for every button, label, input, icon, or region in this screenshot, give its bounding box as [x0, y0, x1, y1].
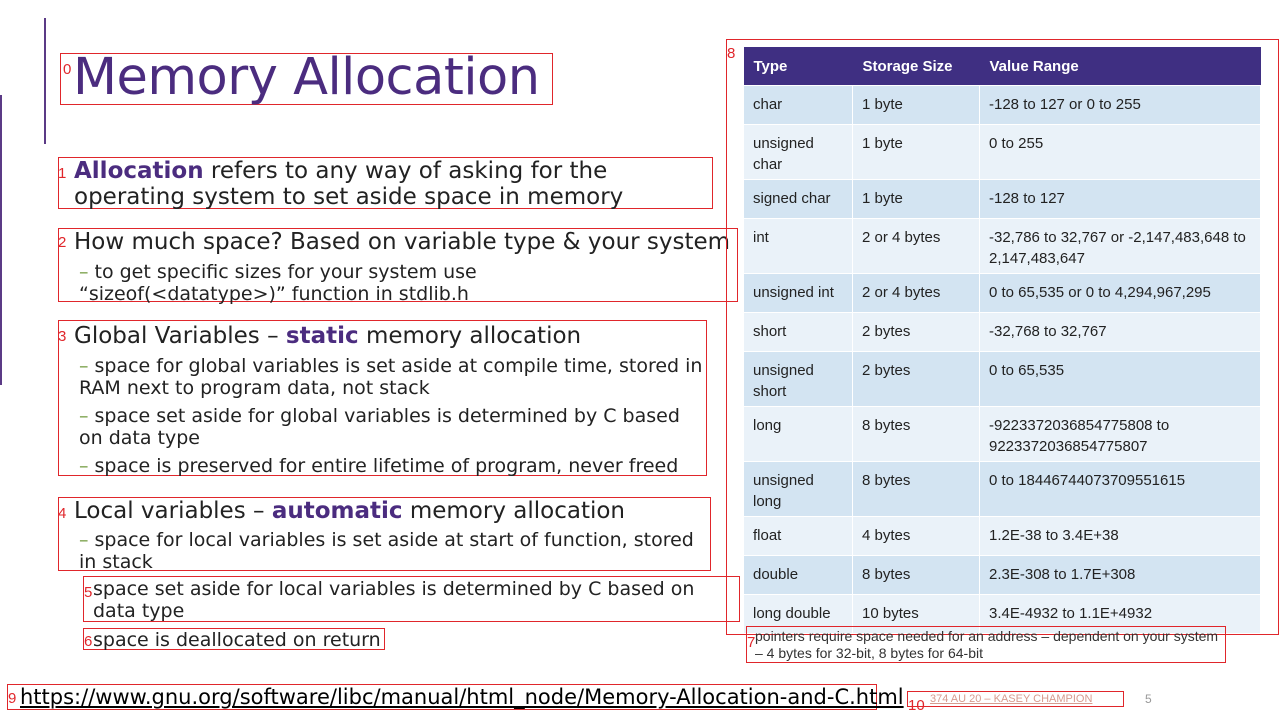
cell-size: 2 bytes: [853, 352, 980, 407]
table-row: [744, 313, 1261, 352]
cell-size: 1 byte: [853, 125, 980, 180]
bullet-2-sub-1-text: to get specific sizes for your system use “sizeof(<datatype>)” function in stdlib.h: [79, 261, 477, 305]
cell-type: unsigned char: [744, 125, 853, 180]
marker-0: 0: [63, 61, 72, 78]
bullet-4-sub-2: space set aside for local variables is determined by C based on data type: [93, 578, 695, 622]
table-row: [744, 180, 1261, 219]
left-accent-rule: [0, 95, 2, 385]
cell-range: -32,768 to 32,767: [980, 313, 1261, 352]
dash-icon: –: [79, 355, 89, 377]
table-row: [744, 352, 1261, 407]
marker-3: 3: [58, 328, 67, 345]
bullet-3-sub-3-text: space is preserved for entire lifetime of program, never freed: [94, 455, 679, 477]
bullet-1: [74, 158, 712, 210]
cell-size: 2 or 4 bytes: [853, 219, 980, 274]
bullet-2-sub-1: [79, 261, 679, 305]
table-row: [744, 125, 1261, 180]
bullet-1-text: refers to any way of asking for the operating system to set aside space in memory: [74, 158, 624, 210]
reference-link-box: [7, 684, 904, 710]
bullet-4-pre: Local variables –: [74, 498, 272, 524]
bullet-3: [74, 323, 581, 349]
marker-7: 7: [747, 634, 756, 651]
cell-size: 4 bytes: [853, 517, 980, 556]
marker-5: 5: [84, 584, 93, 601]
bullet-4-post: memory allocation: [402, 498, 625, 524]
pointer-note-box: [746, 626, 1226, 663]
cell-type: unsigned long: [744, 462, 853, 517]
bullet-4-box: [58, 497, 711, 571]
bullet-3-box: [58, 320, 707, 476]
table-row: [744, 219, 1261, 274]
bullet-1-bold: Allocation: [74, 158, 204, 184]
marker-2: 2: [58, 234, 67, 251]
bullet-4: [74, 498, 625, 524]
table-row: [744, 556, 1261, 595]
cell-type: char: [744, 86, 853, 125]
bullet-4-sub-1-text: space for local variables is set aside at start of function, stored in stack: [79, 529, 694, 573]
table-header-type: Type: [744, 47, 853, 86]
cell-range: 0 to 65,535: [980, 352, 1261, 407]
cell-range: -128 to 127 or 0 to 255: [980, 86, 1261, 125]
table-row: [744, 86, 1261, 125]
bullet-3-bold: static: [285, 323, 359, 349]
bullet-3-sub-2-text: space set aside for global variables is determined by C based on data type: [79, 405, 680, 449]
pointer-note: pointers require space needed for an address – dependent on your system – 4 bytes for 32-bit, 8 bytes for 64-bit: [755, 628, 1219, 661]
page-title-box: [60, 48, 553, 107]
page-number: 5: [1145, 692, 1152, 706]
dash-icon: –: [79, 261, 89, 283]
table-header-range: Value Range: [980, 47, 1261, 86]
bullet-4-sub-1: [79, 529, 704, 573]
bullet-1-box: [58, 157, 713, 209]
table-row: [744, 517, 1261, 556]
cell-type: long double: [744, 595, 853, 634]
marker-4: 4: [58, 505, 67, 522]
cell-range: 0 to 255: [980, 125, 1261, 180]
cell-type: float: [744, 517, 853, 556]
table-row: [744, 407, 1261, 462]
cell-size: 1 byte: [853, 180, 980, 219]
marker-8: 8: [727, 45, 736, 62]
dash-icon: –: [79, 405, 89, 427]
bullet-4-bold: automatic: [271, 498, 403, 524]
bullet-3-post: memory allocation: [358, 323, 582, 349]
cell-size: 8 bytes: [853, 462, 980, 517]
cell-range: -32,786 to 32,767 or -2,147,483,648 to 2,147,483,647: [980, 219, 1261, 274]
bullet-2: How much space? Based on variable type & your system: [74, 229, 731, 255]
cell-size: 2 or 4 bytes: [853, 274, 980, 313]
cell-type: long: [744, 407, 853, 462]
marker-1: 1: [58, 165, 67, 182]
cell-range: -128 to 127: [980, 180, 1261, 219]
bullet-2-box: [58, 228, 738, 305]
bullet-3-sub-1: [79, 355, 704, 399]
marker-6: 6: [84, 633, 93, 650]
dash-icon: –: [79, 455, 89, 477]
cell-type: int: [744, 219, 853, 274]
bullet-4-sub-3-box: [83, 628, 385, 650]
page-title: Memory Allocation: [73, 48, 540, 107]
cell-range: 0 to 65,535 or 0 to 4,294,967,295: [980, 274, 1261, 313]
bullet-4-sub-2-box: [83, 576, 740, 622]
cell-type: signed char: [744, 180, 853, 219]
table-row: [744, 274, 1261, 313]
footer-text: 374 AU 20 – KASEY CHAMPION: [930, 693, 1093, 705]
reference-link[interactable]: https://www.gnu.org/software/libc/manual/html_node/Memory-Allocation-and-C.html: [20, 685, 904, 709]
bullet-4-sub-3: space is deallocated on return: [93, 629, 381, 651]
marker-10: 10: [908, 697, 925, 714]
bullet-3-sub-1-text: space for global variables is set aside at compile time, stored in RAM next to program data, not stack: [79, 355, 703, 399]
cell-type: unsigned int: [744, 274, 853, 313]
bullet-3-pre: Global Variables –: [74, 323, 286, 349]
table-row: [744, 462, 1261, 517]
cell-range: 2.3E-308 to 1.7E+308: [980, 556, 1261, 595]
cell-type: short: [744, 313, 853, 352]
cell-size: 10 bytes: [853, 595, 980, 634]
bullet-3-sub-3: [79, 455, 704, 477]
dash-icon: –: [79, 529, 89, 551]
cell-range: 3.4E-4932 to 1.1E+4932: [980, 595, 1261, 634]
data-types-table: [743, 47, 1261, 634]
cell-range: 1.2E-38 to 3.4E+38: [980, 517, 1261, 556]
cell-size: 2 bytes: [853, 313, 980, 352]
table-header-storage: Storage Size: [853, 47, 980, 86]
table-header-row: [744, 47, 1261, 86]
bullet-3-sub-2: [79, 405, 704, 449]
cell-size: 8 bytes: [853, 407, 980, 462]
cell-type: unsigned short: [744, 352, 853, 407]
cell-range: 0 to 18446744073709551615: [980, 462, 1261, 517]
marker-9: 9: [8, 690, 17, 707]
cell-type: double: [744, 556, 853, 595]
cell-range: -9223372036854775808 to 9223372036854775807: [980, 407, 1261, 462]
cell-size: 1 byte: [853, 86, 980, 125]
cell-size: 8 bytes: [853, 556, 980, 595]
footer-box: [907, 691, 1124, 714]
title-accent-rule: [44, 18, 46, 144]
